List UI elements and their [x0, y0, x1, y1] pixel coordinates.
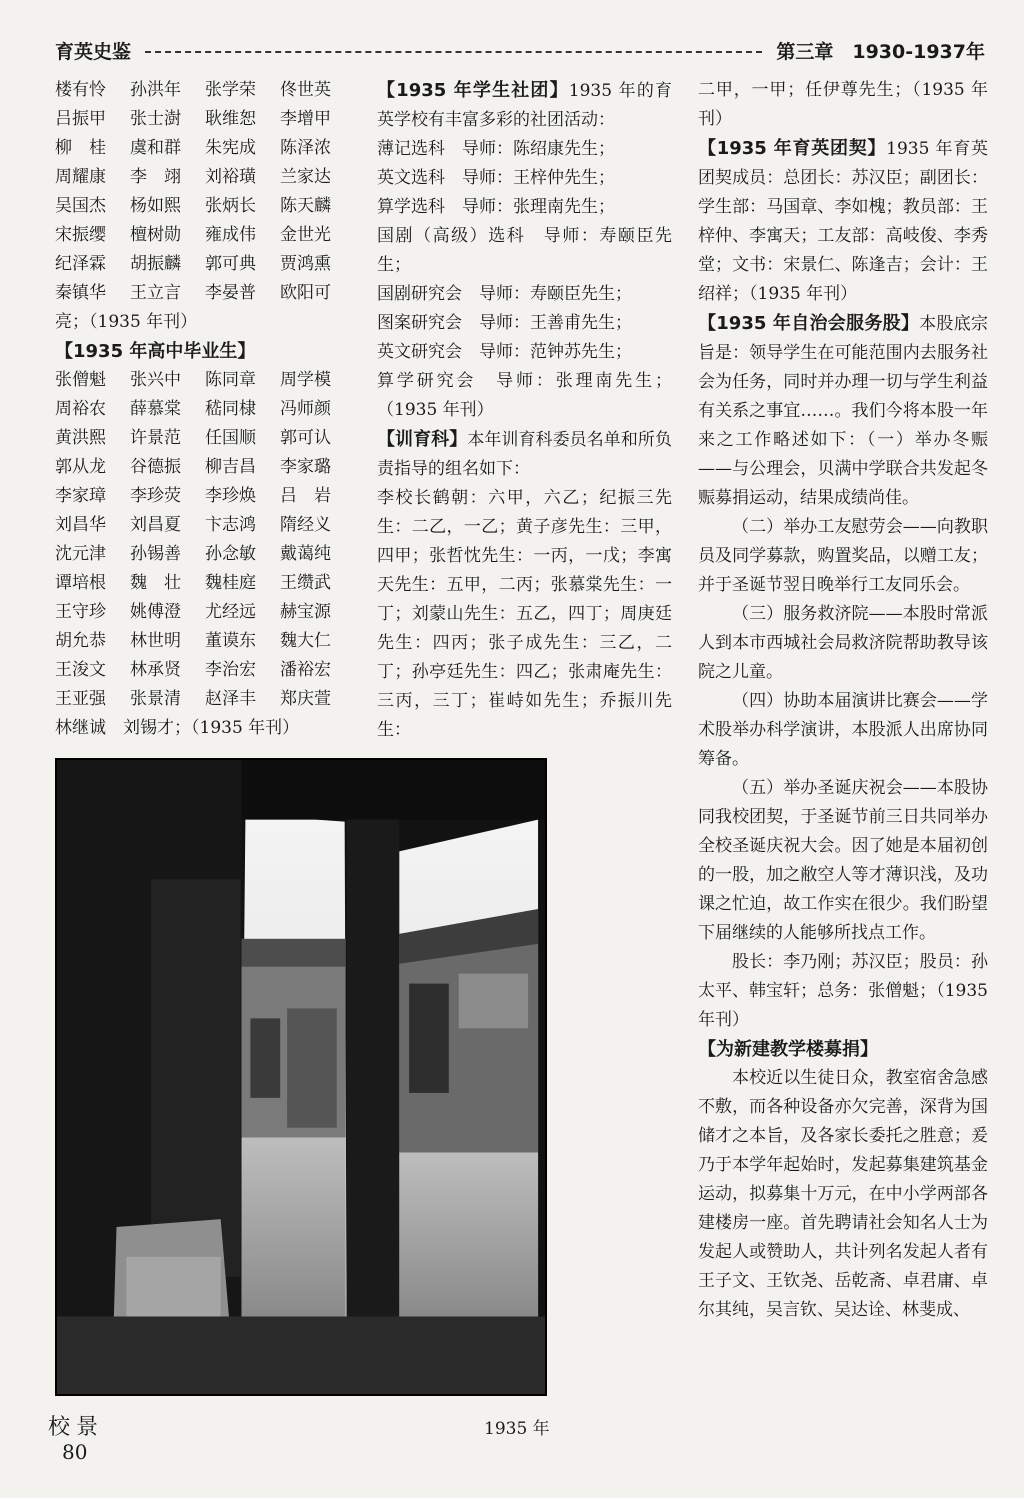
student-name: 王守珍 — [55, 602, 106, 622]
heading-fellowship: 【1935 年育英团契】 — [698, 138, 887, 159]
heading-fundraising: 【为新建教学楼募捐】 — [698, 1039, 878, 1060]
student-name: 隋经义 — [280, 515, 331, 535]
student-name: 陈天麟 — [280, 196, 331, 216]
student-name: 李增甲 — [280, 109, 331, 129]
student-name: 兰家达 — [280, 167, 331, 187]
student-name: 魏桂庭 — [205, 573, 256, 593]
heading-graduates: 【1935 年高中毕业生】 — [55, 341, 256, 362]
student-name: 陈同章 — [205, 370, 256, 390]
student-name: 周学模 — [280, 370, 331, 390]
student-name: 孙锡善 — [130, 544, 181, 564]
student-name: 周耀康 — [55, 167, 106, 187]
name-list-2 — [55, 366, 355, 714]
student-name: 李治宏 — [205, 660, 256, 680]
paragraph-continued: 二甲，一甲；任伊尊先生；（1935 年刊） — [698, 80, 988, 129]
student-name: 董谟东 — [205, 631, 256, 651]
club-item: 英文研究会 导师：范钟苏先生； — [377, 342, 632, 362]
student-name: 张炳长 — [205, 196, 256, 216]
paragraph-service-item-5: （五）举办圣诞庆祝会——本股协同我校团契，于圣诞节前三日共同举办全校圣诞庆祝大会。因了她是本届初创的一股，加之敝空人等才薄识浅，及功课之忙迫，故工作实在很少。我们盼望下届继续的人能够所找点工作。 — [698, 778, 988, 943]
heading-guidance: 【训育科】 — [377, 429, 468, 450]
student-name: 郑庆萱 — [280, 689, 331, 709]
book-title: 育英史鉴 — [55, 40, 132, 63]
club-item: 国剧研究会 导师：寿颐臣先生； — [377, 284, 632, 304]
student-name: 吕振甲 — [55, 109, 106, 129]
photo-caption: 校景 — [48, 1415, 105, 1440]
paragraph-guidance-body: 李校长鹤朝：六甲，六乙；纪振三先生：二乙，一乙；黄子彦先生：三甲，四甲；张哲忱先生：一丙，一戊；李寓天先生：五甲，二丙；张慕棠先生：一丁；刘蒙山先生：五乙，四丁；周庚廷先生：四丙；张子成先生：三乙，二丁；孙亭廷先生：四乙；张肃庵先生：三丙，三丁；崔峙如先生；乔振川先生： — [377, 488, 672, 740]
student-name: 林世明 — [130, 631, 181, 651]
photo-year: 1935 年 — [484, 1419, 550, 1439]
student-name: 戴蔼纯 — [280, 544, 331, 564]
heading-clubs: 【1935 年学生社团】 — [377, 80, 569, 101]
paragraph-fellowship: 【1935 年育英团契】1935 年育英团契成员：总团长：苏汉臣；副团长：学生部：马国章、李如槐；教员部：王梓仲、李寓天；工友部：高岐俊、李秀堂；文书：宋景仁、陈逢吉；会计：王绍祥；（1935 年刊） — [698, 138, 988, 304]
student-name: 雍成伟 — [205, 225, 256, 245]
club-item: 算学选科 导师：张理南先生； — [377, 197, 615, 217]
student-name: 冯师颜 — [280, 399, 331, 419]
header-rule — [145, 51, 762, 53]
paragraph-service-item-4: （四）协助本届演讲比赛会——学术股举办科学演讲，本股派人出席协同筹备。 — [698, 691, 988, 769]
student-name: 檀树勋 — [130, 225, 181, 245]
student-name: 纪泽霖 — [55, 254, 106, 274]
paragraph-fundraising: 本校近以生徒日众，教室宿舍急感不敷，而各种设备亦欠完善，深背为国储才之本旨，及各家长委托之胜意；爰乃于本学年起始时，发起募集建筑基金运动，拟募集十万元，在中小学两部各建楼房一座。首先聘请社会知名人士为发起人或赞助人，共计列名发起人者有王子文、王钦尧、岳乾斋、卓君庸、卓尔其纯，吴言钦、吴达诠、林斐成、 — [698, 1068, 988, 1320]
student-name: 贾鸿熏 — [280, 254, 331, 274]
club-list — [377, 135, 672, 425]
student-name: 黄洪熙 — [55, 428, 106, 448]
student-name: 柳 桂 — [55, 138, 106, 158]
student-name: 佟世英 — [280, 80, 331, 100]
club-item: 薄记选科 导师：陈绍康先生； — [377, 139, 615, 159]
student-name: 吴国杰 — [55, 196, 106, 216]
paragraph-service-item-3: （三）服务救济院——本股时常派人到本市西城社会局救济院帮助教导该院之儿童。 — [698, 604, 988, 682]
club-item: 算学研究会 导师：张理南先生；（1935 年刊） — [377, 371, 672, 420]
student-name: 欧阳可 — [280, 283, 331, 303]
student-name: 刘昌夏 — [130, 515, 181, 535]
student-name: 卞志鸿 — [205, 515, 256, 535]
student-name: 王立言 — [130, 283, 181, 303]
chapter-title: 第三章 1930-1937年 — [776, 40, 985, 63]
column-left — [55, 76, 355, 743]
student-name: 嵇同棣 — [205, 399, 256, 419]
student-name: 王浚文 — [55, 660, 106, 680]
paragraph-clubs-intro: 【1935 年学生社团】1935 年的育英学校有丰富多彩的社团活动： — [377, 80, 672, 130]
student-name: 张学荣 — [205, 80, 256, 100]
student-name: 金世光 — [280, 225, 331, 245]
student-name: 宋振缨 — [55, 225, 106, 245]
student-name: 薛慕棠 — [130, 399, 181, 419]
heading-service: 【1935 年自治会服务股】 — [698, 313, 920, 334]
student-name: 李珍焕 — [205, 486, 256, 506]
column-middle — [377, 76, 672, 745]
student-name: 郭可认 — [280, 428, 331, 448]
student-name: 杨如熙 — [130, 196, 181, 216]
student-name: 胡允恭 — [55, 631, 106, 651]
student-name: 郭可典 — [205, 254, 256, 274]
club-item: 英文选科 导师：王梓仲先生； — [377, 168, 615, 188]
student-name: 虞和群 — [130, 138, 181, 158]
student-name: 尤经远 — [205, 602, 256, 622]
student-name: 李家璋 — [55, 486, 106, 506]
student-name: 周裕农 — [55, 399, 106, 419]
paragraph-service-item-2: （二）举办工友慰劳会——向教职员及同学募款，购置奖品，以赠工友；并于圣诞节翌日晚举行工友同乐会。 — [698, 517, 988, 595]
student-name: 谷德振 — [130, 457, 181, 477]
student-name: 楼有怜 — [55, 80, 106, 100]
student-name: 秦镇华 — [55, 283, 106, 303]
student-name: 陈泽浓 — [280, 138, 331, 158]
student-name: 郭从龙 — [55, 457, 106, 477]
student-name: 张僧魁 — [55, 370, 106, 390]
paragraph-officers: 股长：李乃刚；苏汉臣；股员：孙太平、韩宝轩；总务：张僧魁；（1935 年刊） — [698, 952, 988, 1030]
student-name: 柳吉昌 — [205, 457, 256, 477]
name-list-2-tail: 林继诚 刘锡才；（1935 年刊） — [55, 718, 300, 738]
student-name: 张士澍 — [130, 109, 181, 129]
student-name: 胡振麟 — [130, 254, 181, 274]
student-name: 李晏普 — [205, 283, 256, 303]
campus-photo-image — [57, 760, 545, 1394]
student-name: 李珍荧 — [130, 486, 181, 506]
student-name: 魏 壮 — [130, 573, 181, 593]
campus-photo — [55, 758, 547, 1396]
name-list-1-tail: 亮；（1935 年刊） — [55, 312, 198, 332]
club-item: 图案研究会 导师：王善甫先生； — [377, 313, 632, 333]
student-name: 姚傅澄 — [130, 602, 181, 622]
student-name: 吕 岩 — [280, 486, 331, 506]
student-name: 赵泽丰 — [205, 689, 256, 709]
student-name: 许景范 — [130, 428, 181, 448]
student-name: 王缵武 — [280, 573, 331, 593]
student-name: 李 翊 — [130, 167, 181, 187]
student-name: 任国顺 — [205, 428, 256, 448]
student-name: 王亚强 — [55, 689, 106, 709]
column-right — [698, 76, 988, 1325]
student-name: 刘昌华 — [55, 515, 106, 535]
page-number: 80 — [62, 1440, 88, 1464]
club-item: 国剧（高级）选科 导师：寿颐臣先生； — [377, 226, 672, 275]
student-name: 刘裕璜 — [205, 167, 256, 187]
student-name: 李家璐 — [280, 457, 331, 477]
student-name: 赫宝源 — [280, 602, 331, 622]
student-name: 张景清 — [130, 689, 181, 709]
name-list-1 — [55, 76, 355, 308]
student-name: 魏大仁 — [280, 631, 331, 651]
student-name: 孙念敏 — [205, 544, 256, 564]
student-name: 张兴中 — [130, 370, 181, 390]
student-name: 林承贤 — [130, 660, 181, 680]
paragraph-service: 【1935 年自治会服务股】本股底宗旨是：领导学生在可能范围内去服务社会为任务，同时并办理一切与学生利益有关系之事宜……。我们今将本股一年来之工作略述如下：（一）举办冬赈——与公理会，贝满中学联合共发起冬赈募捐运动，结果成绩尚佳。 — [698, 313, 988, 508]
page-header — [55, 36, 985, 64]
paragraph-guidance: 【训育科】本年训育科委员名单和所负责指导的组名如下： — [377, 429, 672, 479]
student-name: 沈元津 — [55, 544, 106, 564]
student-name: 耿维恕 — [205, 109, 256, 129]
student-name: 潘裕宏 — [280, 660, 331, 680]
student-name: 朱宪成 — [205, 138, 256, 158]
student-name: 谭培根 — [55, 573, 106, 593]
student-name: 孙洪年 — [130, 80, 181, 100]
